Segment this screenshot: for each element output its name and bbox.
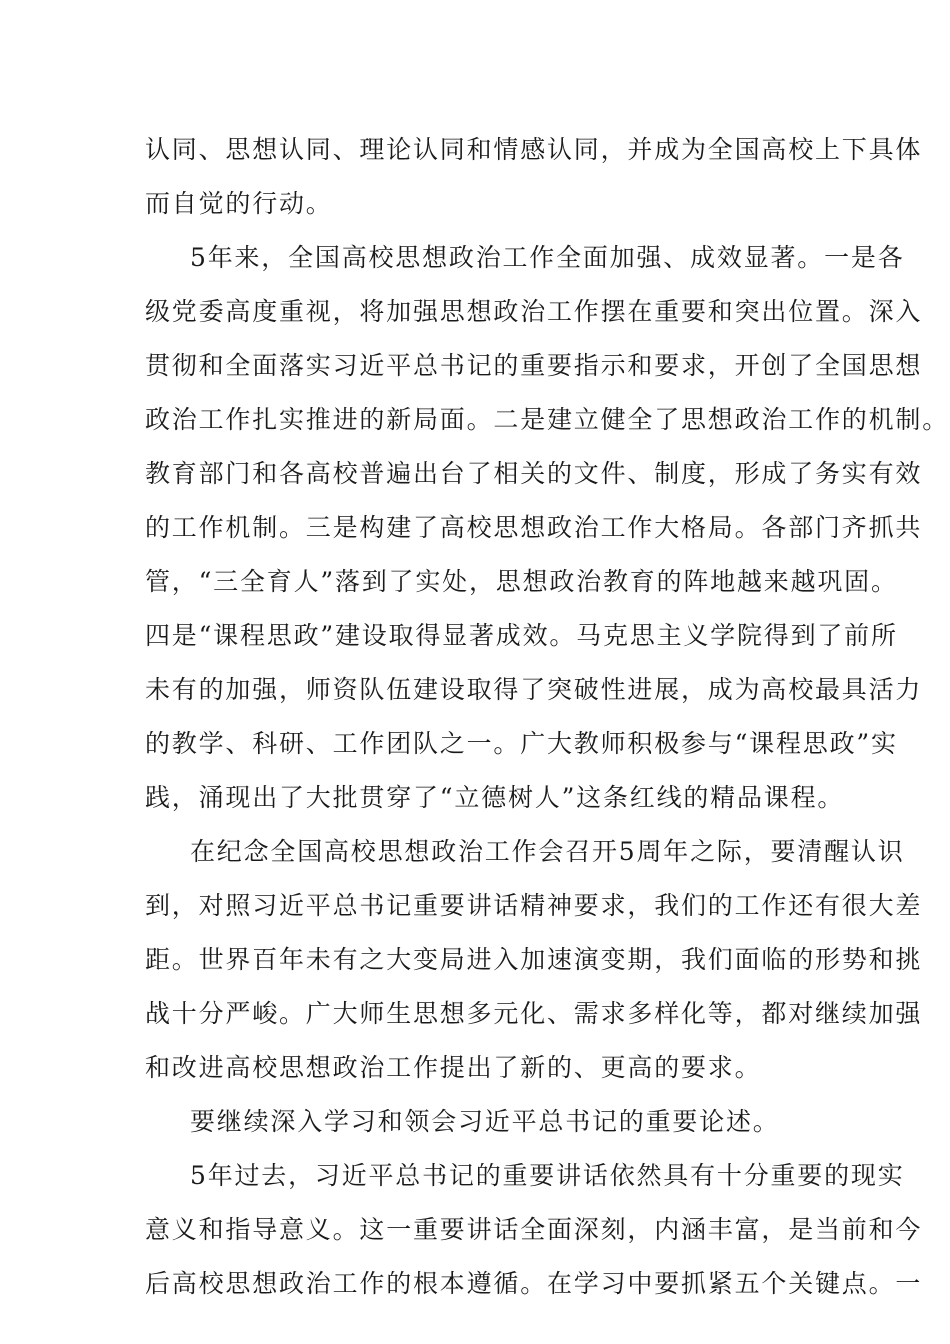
- paragraph-first-line: 要继续深入学习和领会习近平总书记的重要论述。: [190, 1107, 780, 1136]
- text-line: 认同、思想认同、理论认同和情感认同，并成为全国高校上下具体: [145, 135, 923, 164]
- text-line: 教育部门和各高校普遍出台了相关的文件、制度，形成了务实有效: [145, 459, 923, 488]
- text-line: 和改进高校思想政治工作提出了新的、更高的要求。: [145, 1053, 762, 1082]
- text-line: 级党委高度重视，将加强思想政治工作摆在重要和突出位置。深入: [145, 297, 923, 326]
- text-line: 意义和指导意义。这一重要讲话全面深刻，内涵丰富，是当前和今: [145, 1215, 923, 1244]
- paragraph-first-line: 5年来，全国高校思想政治工作全面加强、成效显著。一是各: [190, 243, 905, 272]
- text-line: 未有的加强，师资队伍建设取得了突破性进展，成为高校最具活力: [145, 675, 923, 704]
- text-line: 后高校思想政治工作的根本遵循。在学习中要抓紧五个关键点。一: [145, 1269, 923, 1298]
- text-line: 践，涌现出了大批贯穿了“立德树人”这条红线的精品课程。: [145, 783, 845, 812]
- text-line: 到，对照习近平总书记重要讲话精神要求，我们的工作还有很大差: [145, 891, 923, 920]
- text-line: 管，“三全育人”落到了实处，思想政治教育的阵地越来越巩固。: [145, 567, 898, 596]
- paragraph-first-line: 在纪念全国高校思想政治工作会召开5周年之际，要清醒认识: [190, 837, 905, 866]
- text-line: 的教学、科研、工作团队之一。广大教师积极参与“课程思政”实: [145, 729, 898, 758]
- text-line: 四是“课程思政”建设取得显著成效。马克思主义学院得到了前所: [145, 621, 898, 650]
- text-line: 战十分严峻。广大师生思想多元化、需求多样化等，都对继续加强: [145, 999, 923, 1028]
- text-line: 而自觉的行动。: [145, 189, 333, 218]
- text-line: 政治工作扎实推进的新局面。二是建立健全了思想政治工作的机制。: [145, 405, 950, 434]
- text-line: 距。世界百年未有之大变局进入加速演变期，我们面临的形势和挑: [145, 945, 923, 974]
- text-line: 的工作机制。三是构建了高校思想政治工作大格局。各部门齐抓共: [145, 513, 923, 542]
- text-line: 贯彻和全面落实习近平总书记的重要指示和要求，开创了全国思想: [145, 351, 923, 380]
- paragraph-first-line: 5年过去，习近平总书记的重要讲话依然具有十分重要的现实: [190, 1161, 905, 1190]
